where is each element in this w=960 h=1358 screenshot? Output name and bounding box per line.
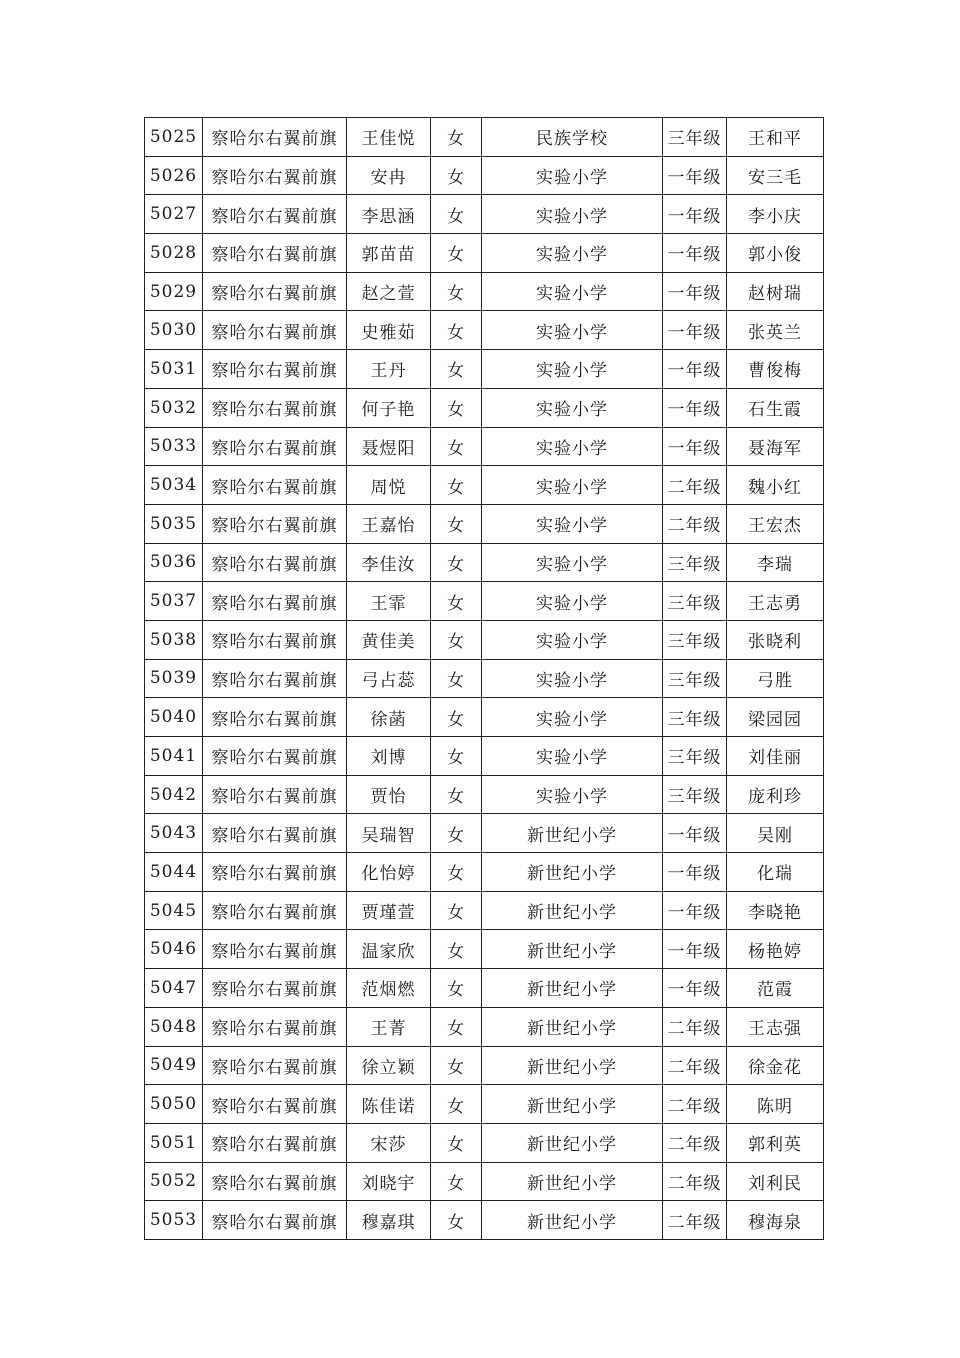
guardian-name: 张英兰 <box>727 311 824 350</box>
guardian-name: 杨艳婷 <box>727 930 824 969</box>
guardian-name: 郭小俊 <box>727 234 824 273</box>
student-name: 贾瑾萱 <box>347 891 431 930</box>
record-number: 5044 <box>145 853 203 892</box>
school-cell: 新世纪小学 <box>482 853 663 892</box>
region-cell: 察哈尔右翼前旗 <box>203 543 347 582</box>
guardian-name: 李瑞 <box>727 543 824 582</box>
region-cell: 察哈尔右翼前旗 <box>203 388 347 427</box>
grade-cell: 三年级 <box>663 582 727 621</box>
record-number: 5049 <box>145 1046 203 1085</box>
grade-cell: 三年级 <box>663 775 727 814</box>
record-number: 5032 <box>145 388 203 427</box>
grade-cell: 二年级 <box>663 466 727 505</box>
student-name: 贾怡 <box>347 775 431 814</box>
guardian-name: 王和平 <box>727 118 824 157</box>
guardian-name: 李小庆 <box>727 195 824 234</box>
gender-cell: 女 <box>431 234 482 273</box>
school-cell: 实验小学 <box>482 737 663 776</box>
grade-cell: 一年级 <box>663 853 727 892</box>
table-row <box>145 582 824 621</box>
gender-cell: 女 <box>431 582 482 621</box>
grade-cell: 二年级 <box>663 504 727 543</box>
guardian-name: 穆海泉 <box>727 1201 824 1240</box>
table-row <box>145 1085 824 1124</box>
student-name: 徐菡 <box>347 698 431 737</box>
record-number: 5042 <box>145 775 203 814</box>
student-name: 穆嘉琪 <box>347 1201 431 1240</box>
gender-cell: 女 <box>431 350 482 389</box>
gender-cell: 女 <box>431 466 482 505</box>
record-number: 5046 <box>145 930 203 969</box>
table-row <box>145 1201 824 1240</box>
table-row <box>145 195 824 234</box>
gender-cell: 女 <box>431 118 482 157</box>
gender-cell: 女 <box>431 156 482 195</box>
school-cell: 实验小学 <box>482 504 663 543</box>
student-name: 刘博 <box>347 737 431 776</box>
record-number: 5029 <box>145 272 203 311</box>
student-name: 刘晓宇 <box>347 1162 431 1201</box>
region-cell: 察哈尔右翼前旗 <box>203 930 347 969</box>
gender-cell: 女 <box>431 311 482 350</box>
student-name: 王佳悦 <box>347 118 431 157</box>
guardian-name: 王志强 <box>727 1007 824 1046</box>
region-cell: 察哈尔右翼前旗 <box>203 427 347 466</box>
gender-cell: 女 <box>431 1046 482 1085</box>
school-cell: 新世纪小学 <box>482 891 663 930</box>
gender-cell: 女 <box>431 1162 482 1201</box>
school-cell: 实验小学 <box>482 234 663 273</box>
record-number: 5048 <box>145 1007 203 1046</box>
guardian-name: 刘利民 <box>727 1162 824 1201</box>
school-cell: 新世纪小学 <box>482 1007 663 1046</box>
gender-cell: 女 <box>431 853 482 892</box>
record-number: 5034 <box>145 466 203 505</box>
record-number: 5047 <box>145 969 203 1008</box>
school-cell: 民族学校 <box>482 118 663 157</box>
region-cell: 察哈尔右翼前旗 <box>203 620 347 659</box>
guardian-name: 聂海军 <box>727 427 824 466</box>
guardian-name: 魏小红 <box>727 466 824 505</box>
school-cell: 实验小学 <box>482 698 663 737</box>
region-cell: 察哈尔右翼前旗 <box>203 350 347 389</box>
region-cell: 察哈尔右翼前旗 <box>203 156 347 195</box>
student-name: 宋莎 <box>347 1123 431 1162</box>
guardian-name: 化瑞 <box>727 853 824 892</box>
student-name: 王霏 <box>347 582 431 621</box>
school-cell: 实验小学 <box>482 620 663 659</box>
school-cell: 新世纪小学 <box>482 930 663 969</box>
guardian-name: 陈明 <box>727 1085 824 1124</box>
table-row <box>145 814 824 853</box>
grade-cell: 二年级 <box>663 1201 727 1240</box>
school-cell: 实验小学 <box>482 350 663 389</box>
grade-cell: 二年级 <box>663 1046 727 1085</box>
student-name: 吴瑞智 <box>347 814 431 853</box>
record-number: 5036 <box>145 543 203 582</box>
region-cell: 察哈尔右翼前旗 <box>203 234 347 273</box>
table-row <box>145 775 824 814</box>
gender-cell: 女 <box>431 814 482 853</box>
record-number: 5045 <box>145 891 203 930</box>
guardian-name: 王宏杰 <box>727 504 824 543</box>
table-row <box>145 504 824 543</box>
roster-body <box>145 118 824 1240</box>
table-row <box>145 156 824 195</box>
grade-cell: 一年级 <box>663 891 727 930</box>
roster-table <box>144 117 824 1240</box>
guardian-name: 曹俊梅 <box>727 350 824 389</box>
gender-cell: 女 <box>431 620 482 659</box>
guardian-name: 徐金花 <box>727 1046 824 1085</box>
region-cell: 察哈尔右翼前旗 <box>203 853 347 892</box>
gender-cell: 女 <box>431 659 482 698</box>
grade-cell: 三年级 <box>663 118 727 157</box>
grade-cell: 二年级 <box>663 1007 727 1046</box>
table-row <box>145 388 824 427</box>
school-cell: 实验小学 <box>482 388 663 427</box>
school-cell: 新世纪小学 <box>482 814 663 853</box>
school-cell: 实验小学 <box>482 775 663 814</box>
table-row <box>145 1123 824 1162</box>
school-cell: 实验小学 <box>482 311 663 350</box>
table-row <box>145 118 824 157</box>
region-cell: 察哈尔右翼前旗 <box>203 891 347 930</box>
table-row <box>145 737 824 776</box>
grade-cell: 一年级 <box>663 350 727 389</box>
guardian-name: 石生霞 <box>727 388 824 427</box>
gender-cell: 女 <box>431 737 482 776</box>
table-row <box>145 1162 824 1201</box>
record-number: 5026 <box>145 156 203 195</box>
student-name: 化怡婷 <box>347 853 431 892</box>
region-cell: 察哈尔右翼前旗 <box>203 1162 347 1201</box>
student-name: 范烟燃 <box>347 969 431 1008</box>
table-row <box>145 350 824 389</box>
table-row <box>145 853 824 892</box>
region-cell: 察哈尔右翼前旗 <box>203 659 347 698</box>
grade-cell: 二年级 <box>663 1162 727 1201</box>
grade-cell: 一年级 <box>663 930 727 969</box>
table-row <box>145 659 824 698</box>
gender-cell: 女 <box>431 1085 482 1124</box>
table-row <box>145 1007 824 1046</box>
region-cell: 察哈尔右翼前旗 <box>203 1085 347 1124</box>
grade-cell: 一年级 <box>663 969 727 1008</box>
table-row <box>145 272 824 311</box>
record-number: 5033 <box>145 427 203 466</box>
gender-cell: 女 <box>431 195 482 234</box>
record-number: 5052 <box>145 1162 203 1201</box>
guardian-name: 范霞 <box>727 969 824 1008</box>
record-number: 5027 <box>145 195 203 234</box>
gender-cell: 女 <box>431 775 482 814</box>
student-name: 王菁 <box>347 1007 431 1046</box>
record-number: 5050 <box>145 1085 203 1124</box>
gender-cell: 女 <box>431 504 482 543</box>
region-cell: 察哈尔右翼前旗 <box>203 582 347 621</box>
record-number: 5051 <box>145 1123 203 1162</box>
guardian-name: 郭利英 <box>727 1123 824 1162</box>
region-cell: 察哈尔右翼前旗 <box>203 814 347 853</box>
school-cell: 实验小学 <box>482 659 663 698</box>
student-name: 李思涵 <box>347 195 431 234</box>
guardian-name: 张晓利 <box>727 620 824 659</box>
record-number: 5053 <box>145 1201 203 1240</box>
region-cell: 察哈尔右翼前旗 <box>203 1007 347 1046</box>
record-number: 5028 <box>145 234 203 273</box>
table-row <box>145 930 824 969</box>
grade-cell: 二年级 <box>663 1085 727 1124</box>
student-name: 何子艳 <box>347 388 431 427</box>
grade-cell: 一年级 <box>663 272 727 311</box>
guardian-name: 庞利珍 <box>727 775 824 814</box>
region-cell: 察哈尔右翼前旗 <box>203 1201 347 1240</box>
record-number: 5025 <box>145 118 203 157</box>
record-number: 5030 <box>145 311 203 350</box>
school-cell: 新世纪小学 <box>482 1162 663 1201</box>
gender-cell: 女 <box>431 543 482 582</box>
student-name: 周悦 <box>347 466 431 505</box>
grade-cell: 三年级 <box>663 698 727 737</box>
grade-cell: 一年级 <box>663 427 727 466</box>
record-number: 5041 <box>145 737 203 776</box>
student-name: 李佳汝 <box>347 543 431 582</box>
student-name: 郭苗苗 <box>347 234 431 273</box>
table-row <box>145 698 824 737</box>
student-name: 黄佳美 <box>347 620 431 659</box>
region-cell: 察哈尔右翼前旗 <box>203 1046 347 1085</box>
gender-cell: 女 <box>431 1123 482 1162</box>
region-cell: 察哈尔右翼前旗 <box>203 504 347 543</box>
grade-cell: 三年级 <box>663 543 727 582</box>
region-cell: 察哈尔右翼前旗 <box>203 195 347 234</box>
table-row <box>145 543 824 582</box>
guardian-name: 安三毛 <box>727 156 824 195</box>
student-name: 史雅茹 <box>347 311 431 350</box>
gender-cell: 女 <box>431 272 482 311</box>
grade-cell: 三年级 <box>663 620 727 659</box>
table-row <box>145 969 824 1008</box>
table-row <box>145 234 824 273</box>
region-cell: 察哈尔右翼前旗 <box>203 272 347 311</box>
guardian-name: 赵树瑞 <box>727 272 824 311</box>
guardian-name: 梁园园 <box>727 698 824 737</box>
school-cell: 实验小学 <box>482 582 663 621</box>
student-name: 聂煜阳 <box>347 427 431 466</box>
grade-cell: 一年级 <box>663 311 727 350</box>
table-row <box>145 620 824 659</box>
table-row <box>145 466 824 505</box>
school-cell: 实验小学 <box>482 543 663 582</box>
student-name: 弓占蕊 <box>347 659 431 698</box>
record-number: 5038 <box>145 620 203 659</box>
table-row <box>145 427 824 466</box>
school-cell: 新世纪小学 <box>482 1046 663 1085</box>
guardian-name: 吴刚 <box>727 814 824 853</box>
student-name: 赵之萱 <box>347 272 431 311</box>
school-cell: 新世纪小学 <box>482 1123 663 1162</box>
grade-cell: 三年级 <box>663 737 727 776</box>
region-cell: 察哈尔右翼前旗 <box>203 118 347 157</box>
region-cell: 察哈尔右翼前旗 <box>203 737 347 776</box>
grade-cell: 一年级 <box>663 195 727 234</box>
region-cell: 察哈尔右翼前旗 <box>203 775 347 814</box>
student-name: 温家欣 <box>347 930 431 969</box>
record-number: 5039 <box>145 659 203 698</box>
region-cell: 察哈尔右翼前旗 <box>203 1123 347 1162</box>
school-cell: 新世纪小学 <box>482 1201 663 1240</box>
student-name: 王丹 <box>347 350 431 389</box>
student-name: 陈佳诺 <box>347 1085 431 1124</box>
table-row <box>145 311 824 350</box>
guardian-name: 李晓艳 <box>727 891 824 930</box>
record-number: 5037 <box>145 582 203 621</box>
record-number: 5040 <box>145 698 203 737</box>
guardian-name: 刘佳丽 <box>727 737 824 776</box>
student-name: 安冉 <box>347 156 431 195</box>
grade-cell: 一年级 <box>663 388 727 427</box>
record-number: 5031 <box>145 350 203 389</box>
grade-cell: 三年级 <box>663 659 727 698</box>
gender-cell: 女 <box>431 930 482 969</box>
school-cell: 实验小学 <box>482 466 663 505</box>
school-cell: 实验小学 <box>482 272 663 311</box>
school-cell: 实验小学 <box>482 156 663 195</box>
region-cell: 察哈尔右翼前旗 <box>203 698 347 737</box>
school-cell: 实验小学 <box>482 427 663 466</box>
grade-cell: 一年级 <box>663 814 727 853</box>
school-cell: 新世纪小学 <box>482 1085 663 1124</box>
gender-cell: 女 <box>431 891 482 930</box>
region-cell: 察哈尔右翼前旗 <box>203 969 347 1008</box>
school-cell: 实验小学 <box>482 195 663 234</box>
student-name: 王嘉怡 <box>347 504 431 543</box>
gender-cell: 女 <box>431 388 482 427</box>
table-row <box>145 1046 824 1085</box>
gender-cell: 女 <box>431 1201 482 1240</box>
gender-cell: 女 <box>431 969 482 1008</box>
gender-cell: 女 <box>431 1007 482 1046</box>
grade-cell: 一年级 <box>663 234 727 273</box>
grade-cell: 一年级 <box>663 156 727 195</box>
guardian-name: 弓胜 <box>727 659 824 698</box>
grade-cell: 二年级 <box>663 1123 727 1162</box>
region-cell: 察哈尔右翼前旗 <box>203 311 347 350</box>
table-row <box>145 891 824 930</box>
school-cell: 新世纪小学 <box>482 969 663 1008</box>
record-number: 5043 <box>145 814 203 853</box>
student-name: 徐立颖 <box>347 1046 431 1085</box>
guardian-name: 王志勇 <box>727 582 824 621</box>
gender-cell: 女 <box>431 698 482 737</box>
record-number: 5035 <box>145 504 203 543</box>
region-cell: 察哈尔右翼前旗 <box>203 466 347 505</box>
gender-cell: 女 <box>431 427 482 466</box>
